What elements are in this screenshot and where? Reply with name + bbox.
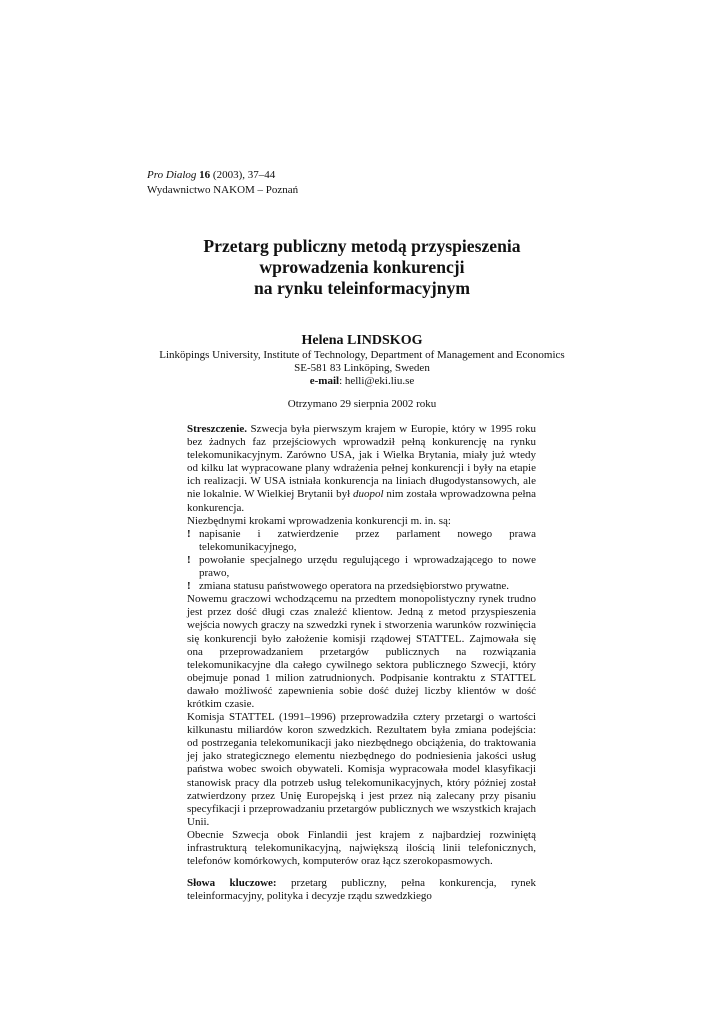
list-item: [187, 554, 536, 580]
email-line: [0, 375, 724, 388]
keywords: [187, 877, 536, 903]
list-item-text: napisanie i zatwierdzenie przez parlament nowego prawa telekomunikacyjnego,: [199, 527, 536, 553]
abstract-paragraph-1: [187, 423, 536, 515]
title-line-1: Przetarg publiczny metodą przyspieszenia: [203, 236, 521, 256]
address: SE-581 83 Linköping, Sweden: [294, 362, 430, 374]
journal-year-pages: (2003), 37–44: [210, 169, 276, 181]
email-label: e-mail: [309, 375, 340, 387]
abstract-label: Streszczenie.: [187, 423, 247, 435]
list-item-text: powołanie specjalnego urzędu regulującego i wprowadzającego to nowe prawo,: [199, 553, 536, 580]
title-line-2: wprowadzenia konkurencji: [259, 257, 465, 277]
publisher: Wydawnictwo NAKOM – Poznań: [147, 183, 299, 196]
journal-volume: 16: [199, 169, 211, 181]
abstract-text: Szwecja była pierwszym krajem w Europie, który w 1995 roku bez żadnych faz przejściowych wprowadził pełną konkurencję na rynku telekomunikacyjnym. Zarówno USA, jak i Wielka Brytania, miały już wtedy od kilku lat wypracowane plany wdrażenia pełnej konkurencji i były na etapie ich realizacji. W USA istniała konkurencja na liniach długodystansowych, ale nie lokalnie. W Wielkiej Brytanii był: [187, 423, 536, 501]
list-item: [187, 528, 536, 554]
list-item-text: zmiana statusu państwowego operatora na przedsiębiorstwo prywatne.: [199, 580, 510, 593]
abstract-paragraph-5: Obecnie Szwecja obok Finlandii jest krajem z najbardziej rozwiniętą infrastrukturą telekomunikacyjną, największą ilością linii telefonicznych, telefonów komórkowych, komputerów oraz łącz szerokopasmowych.: [187, 828, 536, 868]
author-name: Helena LINDSKOG: [301, 333, 423, 348]
title-line-3: na rynku teleinformacyjnym: [254, 278, 470, 298]
abstract-paragraph-4: Komisja STATTEL (1991–1996) przeprowadziła cztery przetargi o wartości kilkunastu miliardów koron szwedzkich. Rezultatem była zmiana podejścia: od postrzegania telekomunikacji jako niezbędnego obciążenia, do traktowania jej jako strategicznego elementu niezbędnego do podniesienia jakości usług państwa wobec swoich obywateli. Komisja wypracowała model klasyfikacji stanowisk pracy dla potrzeb usług telekomunikacyjnych, który później został zatwierdzony przez Unię Europejską i jest przez nią zalecany przy pisaniu specyfikacji i przeprowadzaniu przetargów publicznych we wszystkich krajach Unii.: [187, 711, 536, 828]
keywords-label: Słowa kluczowe:: [187, 877, 277, 890]
abstract: [187, 423, 536, 903]
abstract-paragraph-3: Nowemu graczowi wchodzącemu na przedtem monopolistyczny rynek trudno jest przez dość długi czas znaleźć klientow. Jedną z metod przyspieszenia wejścia nowych graczy na szwedzki rynek i stworzenia warunków rozwinięcia się konkurencji było założenie komisji rządowej STATTEL. Zajmowała się ona przeprowadzaniem przetargów publicznych na rozwiązania telekomunikacyjne dla całego cywilnego sektora publicznego Szwecji, który obejmuje ponad 1 milion zatrudnionych. Podpisanie kontraktu z STATTEL dawało możliwość zapewnienia sobie dość dużej liczby klientów w dość krótkim czasie.: [187, 593, 536, 710]
abstract-italic-term: duopol: [352, 488, 384, 501]
bullet-mark: !: [187, 553, 191, 566]
affiliation: Linköpings University, Institute of Technology, Department of Management and Economics: [159, 349, 565, 361]
list-item: [187, 580, 536, 593]
journal-citation: [147, 168, 298, 183]
abstract-paragraph-2: Niezbędnymi krokami wprowadzenia konkurencji m. in. są:: [187, 514, 451, 527]
bullet-mark: !: [187, 580, 191, 593]
author-affiliation-block: [0, 349, 724, 388]
abstract-text: nim została wprowadzowna pełna konkurencja.: [187, 488, 536, 514]
journal-name: Pro Dialog: [147, 169, 197, 181]
bullet-mark: !: [187, 527, 191, 540]
keywords-text: przetarg publiczny, pełna konkurencja, rynek teleinformacyjny, polityka i decyzje rządu szwedzkiego: [187, 877, 536, 903]
received-date: Otrzymano 29 sierpnia 2002 roku: [287, 398, 437, 410]
email-address: : helli@eki.liu.se: [339, 375, 415, 387]
paper-title: [0, 236, 724, 299]
journal-header: [147, 168, 298, 197]
